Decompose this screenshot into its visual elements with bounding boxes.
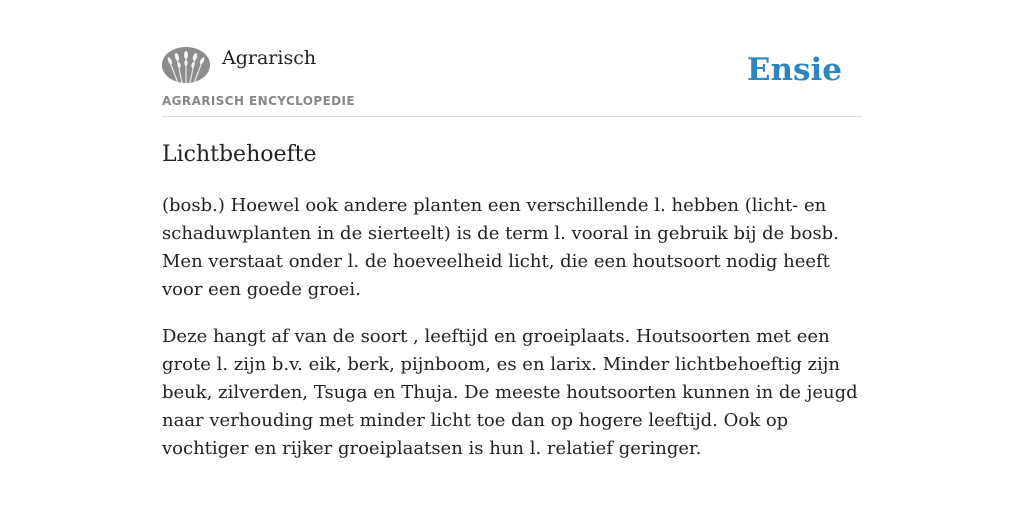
brand-name[interactable]: Agrarisch (222, 47, 317, 69)
paragraph: (bosb.) Hoewel ook andere planten een verschillende l. hebben (licht- en schaduwplanten in de sierteelt) is de term l. vooral in gebruik bij de bosb. Men verstaat onder l. de hoeveelheid licht, die een houtsoort nodig heeft voor een goede groei. (162, 195, 839, 300)
page-title: Lichtbehoefte (162, 142, 317, 167)
brand-subtitle: AGRARISCH ENCYCLOPEDIE (162, 94, 355, 108)
article-body (162, 192, 866, 482)
wheat-icon[interactable] (162, 47, 210, 83)
paragraph: Deze hangt af van de soort , leeftijd en groeiplaats. Houtsoorten met een grote l. zijn b.v. eik, berk, pijnboom, es en larix. Minder lichtbehoeftig zijn beuk, zilverden, Tsuga en Thuja. De meeste houtsoorten kunnen in de jeugd naar verhouding met minder licht toe dan op hogere leeftijd. Ook op vochtiger en rijker groeiplaatsen is hun l. relatief geringer. (162, 326, 858, 459)
site-logo[interactable]: Ensie (746, 52, 842, 88)
header (162, 44, 862, 117)
